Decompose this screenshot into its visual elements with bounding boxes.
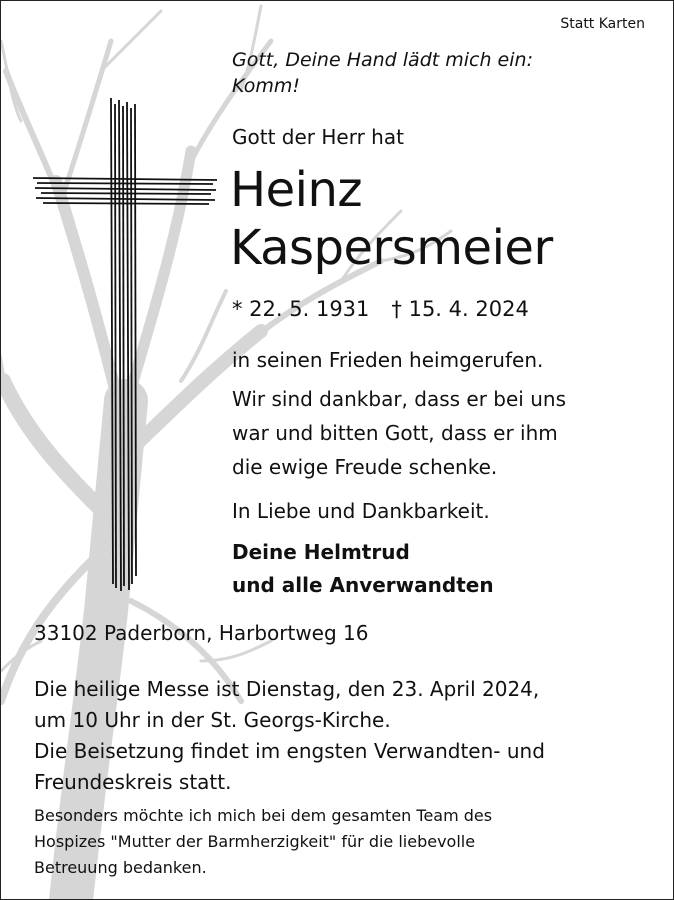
message-line: Wir sind dankbar, dass er bei uns [232, 387, 566, 411]
intro-text: Gott der Herr hat [232, 125, 404, 149]
birth-date: * 22. 5. 1931 [232, 297, 370, 321]
service-line: Die Beisetzung findet im engsten Verwandten- und [34, 739, 545, 763]
last-name: Kaspersmeier [230, 220, 553, 276]
first-name: Heinz [230, 162, 363, 218]
message-paragraph [232, 382, 566, 484]
deceased-name [230, 161, 553, 277]
life-dates [232, 297, 529, 321]
service-info [34, 674, 545, 798]
thanks-line: Besonders möchte ich mich bei dem gesamten Team des [34, 806, 493, 825]
address: 33102 Paderborn, Harbortweg 16 [34, 621, 369, 645]
service-line: um 10 Uhr in der St. Georgs-Kirche. [34, 708, 391, 732]
service-line: Freundeskreis statt. [34, 770, 232, 794]
service-line: Die heilige Messe ist Dienstag, den 23. April 2024, [34, 677, 540, 701]
bible-quote [232, 47, 533, 99]
message-line: in seinen Frieden heimgerufen. [232, 348, 544, 372]
quote-line: Gott, Deine Hand lädt mich ein: [232, 49, 533, 71]
signer-line: und alle Anverwandten [232, 573, 494, 597]
thanks-line: Hospizes "Mutter der Barmherzigkeit" für die liebevolle [34, 832, 476, 851]
thanks-line: Betreuung bedanken. [34, 858, 207, 877]
message-line: war und bitten Gott, dass er ihm [232, 421, 558, 445]
statt-karten-label: Statt Karten [560, 16, 645, 32]
quote-line: Komm! [232, 75, 301, 97]
closing-text: In Liebe und Dankbarkeit. [232, 499, 490, 523]
signer-line: Deine Helmtrud [232, 540, 410, 564]
death-date: † 15. 4. 2024 [391, 297, 529, 321]
christian-cross-icon [31, 96, 221, 596]
signers [232, 536, 494, 602]
message-line: die ewige Freude schenke. [232, 455, 498, 479]
thanks-note [34, 803, 492, 881]
